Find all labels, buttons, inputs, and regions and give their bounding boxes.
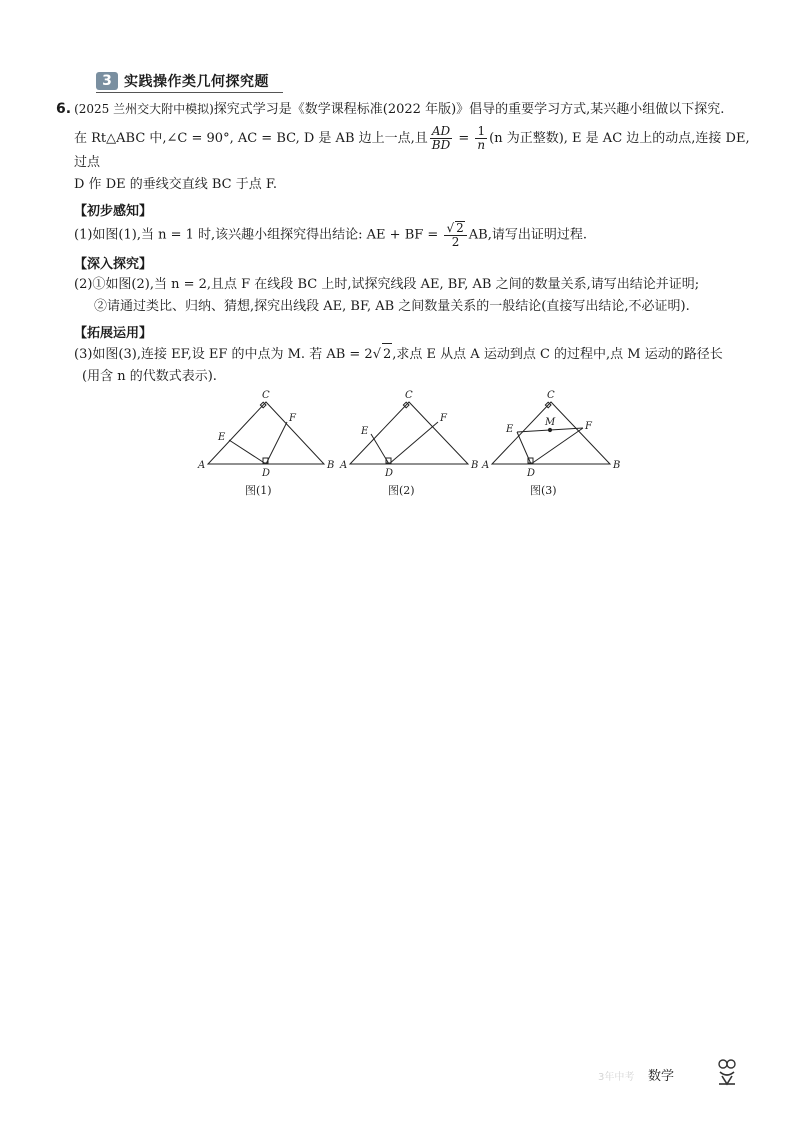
caption-fig1: 图(1): [245, 484, 272, 497]
section-title: 实践操作类几何探究题: [124, 74, 269, 90]
mascot-icon: [716, 1058, 738, 1088]
part3-text: (3)如图(3),连接 EF,设 EF 的中点为 M. 若 AB = 2√ 2,求点 E 从点 A 运动到点 C 的过程中,点 M 运动的路径长: [56, 343, 756, 366]
label-b-3: B: [613, 460, 620, 471]
section-number-badge: 3: [96, 72, 118, 90]
fraction-bd: BD: [431, 138, 451, 152]
label-e-3: E: [506, 424, 514, 435]
label-e-2: E: [361, 426, 369, 437]
triangle-abc-1: [208, 402, 324, 464]
label-c-2: C: [405, 390, 413, 401]
part3-text-a: (3)如图(3),连接 EF,设 EF 的中点为 M. 若 AB = 2: [74, 347, 373, 362]
label-e-1: E: [218, 432, 226, 443]
label-m-3: M: [545, 417, 556, 428]
label-d-3: D: [527, 468, 536, 479]
label-d-2: D: [385, 468, 394, 479]
section-header: [96, 70, 283, 93]
fraction-ad-bd: [430, 125, 452, 152]
label-c-3: C: [547, 390, 555, 401]
segment-df-1: [266, 422, 287, 464]
part2-sub1: (2)①如图(2),当 n = 2,且点 F 在线段 BC 上时,试探究线段 AE, BF, AB 之间的数量关系,请写出结论并证明;: [74, 277, 700, 292]
problem-intro: [56, 98, 756, 121]
figure-3: [481, 390, 620, 497]
label-a-2: A: [340, 460, 348, 471]
midpoint-m-3: [548, 428, 551, 431]
label-b-1: B: [327, 460, 335, 471]
segment-de-1: [229, 440, 266, 464]
fraction-sqrt2-over-2: $\frac{√ 2}{2}$: [444, 221, 466, 249]
label-c-1: C: [262, 390, 270, 401]
part1-header: 【初步感知】: [74, 204, 153, 219]
part2-sub2: ②请通过类比、归纳、猜想,探究出线段 AE, BF, AB 之间数量关系的一般结论(直接写出结论,不必证明).: [94, 299, 690, 314]
part1-den: 2: [451, 235, 460, 249]
fraction-one: 1: [475, 125, 487, 139]
label-a-3: A: [482, 460, 490, 471]
part3-text-b: ,求点 E 从点 A 运动到点 C 的过程中,点 M 运动的路径长: [392, 347, 723, 362]
part1-sqrt2: 2: [456, 221, 464, 235]
part2-header: 【深入探究】: [74, 257, 153, 272]
label-a-1: A: [198, 460, 206, 471]
label-f-2: F: [440, 413, 447, 424]
fraction-n: n: [477, 138, 486, 152]
label-b-2: B: [471, 460, 479, 471]
caption-fig3: 图(3): [530, 484, 557, 497]
label-f-3: F: [585, 421, 592, 432]
geometry-figures: [190, 388, 620, 503]
label-d-1: D: [262, 468, 271, 479]
caption-fig2: 图(2): [388, 484, 415, 497]
segment-de-3: [517, 432, 531, 464]
part1-text-b: AB,请写出证明过程.: [468, 227, 587, 243]
segment-df-3: [531, 428, 583, 464]
problem-number: 6.: [56, 101, 72, 117]
condition-text-a: 在 Rt△ABC 中,∠C = 90°, AC = BC, D 是 AB 边上一点,且: [74, 131, 428, 146]
footer-faint-mark: 3年中考: [598, 1072, 635, 1083]
part3-text-c: (用含 n 的代数式表示).: [82, 369, 217, 384]
part1-text: [56, 221, 756, 249]
problem-intro-text: 探究式学习是《数学课程标准(2022 年版)》倡导的重要学习方式,某兴趣小组做以下探究.: [213, 102, 725, 117]
problem-condition-line1: 在 Rt△ABC 中,∠C = 90°, AC = BC, D 是 AB 边上一点,且 $\frac{AD}{BD}$ = $\frac{1}{n}$ (n 为正整数), E 是 AC 边上的动点,连接 DE,过点: [74, 124, 750, 170]
problem-6: [56, 98, 756, 388]
problem-source: (2025 兰州交大附中模拟): [74, 102, 214, 116]
figure-2: [339, 390, 478, 497]
label-f-1: F: [289, 413, 296, 424]
problem-condition-line2: D 作 DE 的垂线交直线 BC 于点 F.: [74, 177, 277, 192]
part1-text-a: (1)如图(1),当 n = 1 时,该兴趣小组探究得出结论: AE + BF =: [74, 227, 439, 243]
segment-df-2: [389, 422, 438, 464]
part3-sqrt2: 2: [382, 343, 392, 366]
figure-1: [197, 390, 334, 497]
fraction-one-n: [475, 125, 487, 152]
footer-subject: 数学: [648, 1069, 675, 1084]
condition-text-b: (n 为正整数), E 是 AC 边上的动点,连接 DE,过点: [74, 131, 750, 170]
fraction-ad: AD: [430, 125, 452, 139]
part3-header: 【拓展运用】: [74, 326, 153, 341]
